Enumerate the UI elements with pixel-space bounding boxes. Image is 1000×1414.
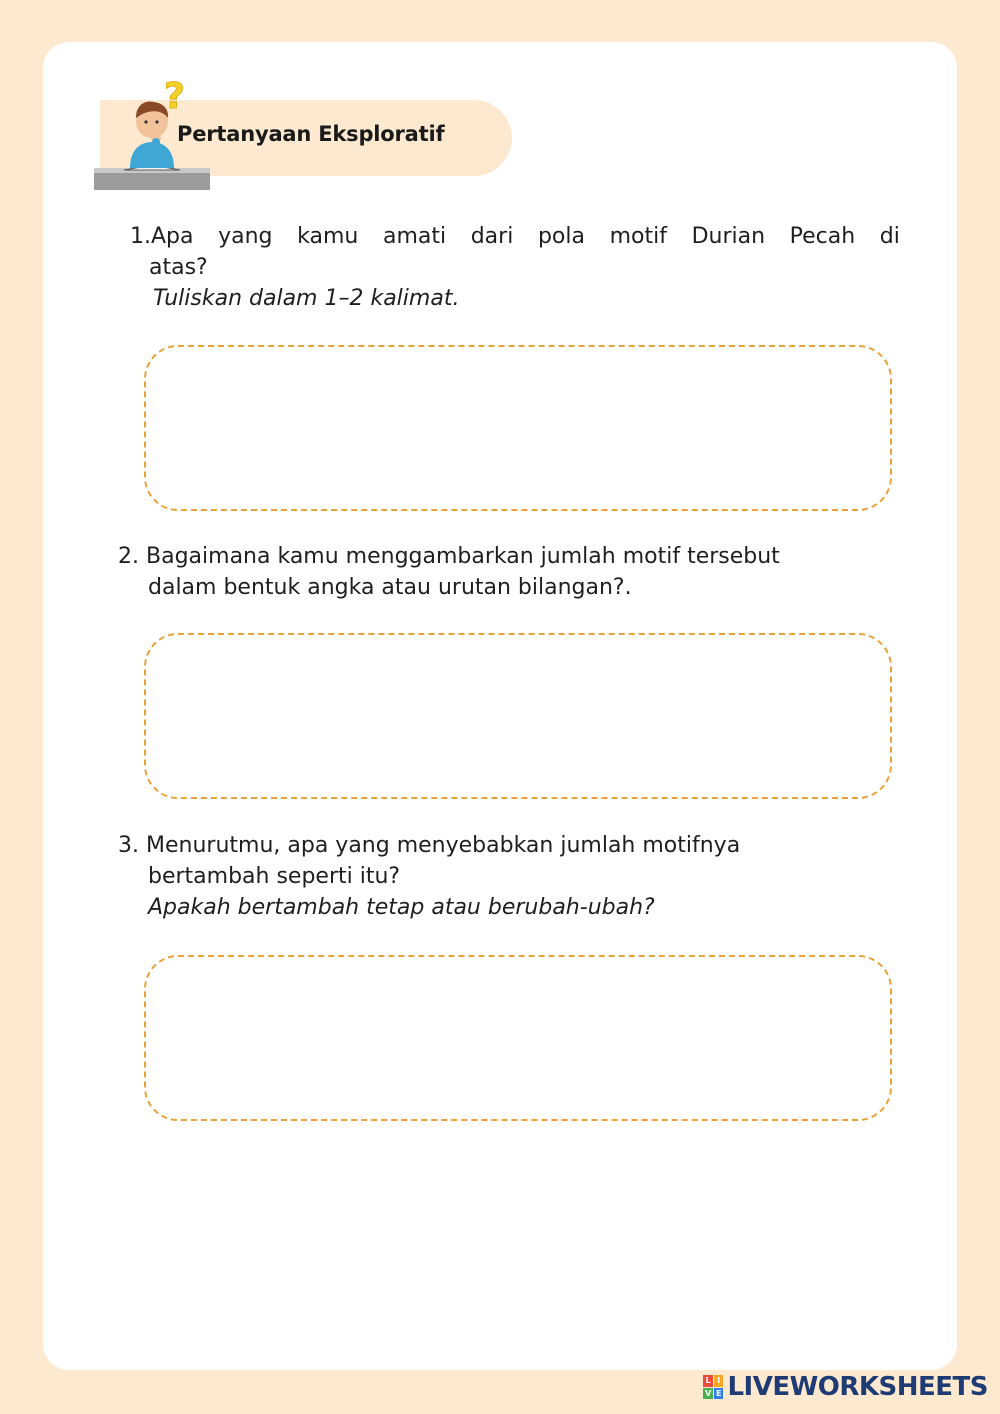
question-1-word: motif (609, 224, 667, 249)
logo-letter: E (714, 1388, 724, 1400)
question-1-word: Apa (151, 224, 194, 249)
answer-box-1[interactable] (144, 345, 892, 511)
question-1-word: pola (537, 224, 585, 249)
question-3 (118, 830, 900, 923)
question-1 (130, 221, 900, 314)
question-3-number: 3. (118, 833, 139, 858)
question-2-line-1 (118, 541, 900, 572)
header-title: Pertanyaan Eksploratif (177, 122, 445, 146)
svg-text:?: ? (164, 76, 185, 117)
liveworksheets-wordmark: LIVEWORKSHEETS (727, 1372, 988, 1402)
logo-letter: L (703, 1375, 713, 1387)
liveworksheets-logo-icon (703, 1375, 723, 1399)
question-1-word: dari (470, 224, 514, 249)
logo-letter: V (705, 1388, 712, 1398)
question-3-hint: Apakah bertambah tetap atau berubah-ubah? (148, 895, 655, 920)
question-1-word: di (879, 224, 900, 249)
question-3-text: Menurutmu, apa yang menyebabkan jumlah motifnya (146, 833, 741, 858)
question-3-line-1 (118, 830, 900, 861)
question-1-word: amati (382, 224, 447, 249)
answer-box-2[interactable] (144, 633, 892, 799)
liveworksheets-brand[interactable] (703, 1372, 988, 1402)
question-2-number: 2. (118, 544, 139, 569)
question-3-line-2: bertambah seperti itu? (148, 864, 401, 889)
question-1-word: Pecah (789, 224, 856, 249)
question-1-word: kamu (297, 224, 359, 249)
question-1-word: yang (218, 224, 273, 249)
logo-letter: I (714, 1375, 724, 1387)
question-2 (118, 541, 900, 603)
question-1-number: 1. (130, 224, 151, 249)
question-1-line-1 (130, 221, 900, 252)
question-2-line-2: dalam bentuk angka atau urutan bilangan?. (148, 575, 632, 600)
question-1-word: Durian (691, 224, 766, 249)
question-2-text: Bagaimana kamu menggambarkan jumlah motif tersebut (146, 544, 780, 569)
question-1-line-2: atas? (149, 255, 208, 280)
answer-box-3[interactable] (144, 955, 892, 1121)
question-1-hint: Tuliskan dalam 1–2 kalimat. (153, 286, 460, 311)
